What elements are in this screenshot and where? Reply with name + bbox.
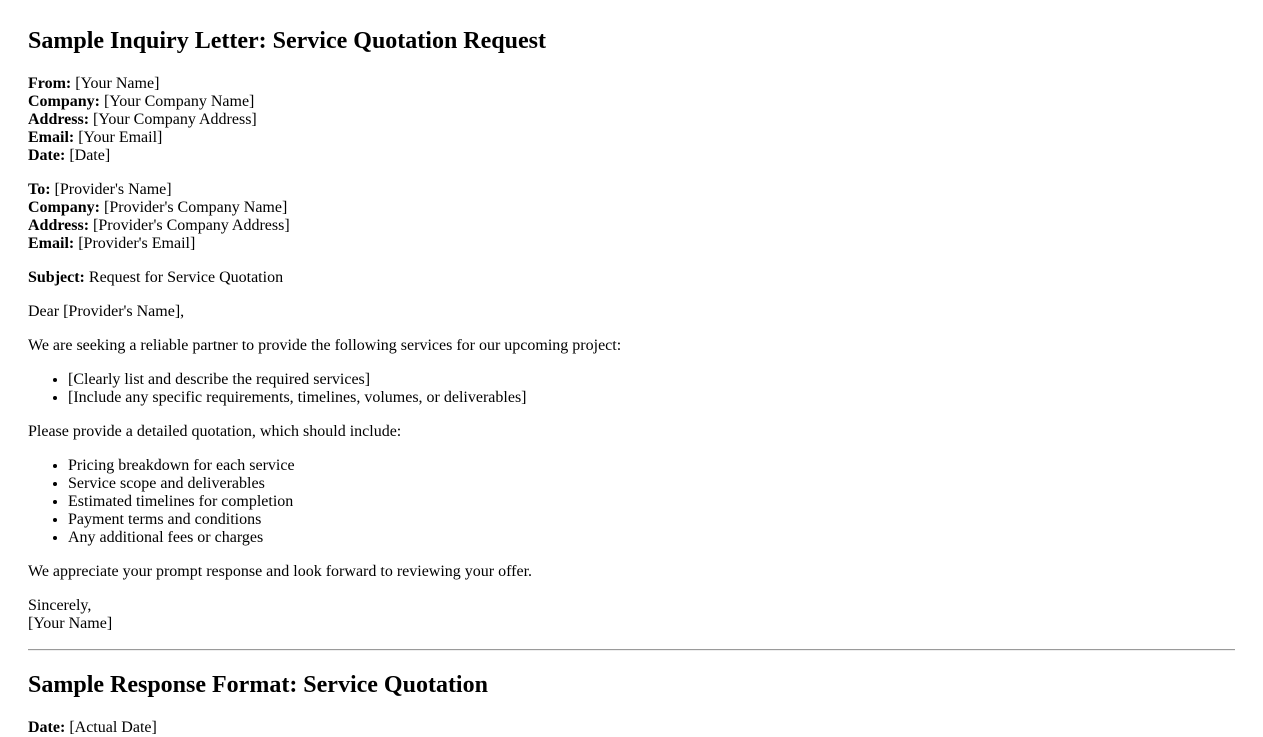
quotation-requirements-list	[28, 457, 1235, 547]
section-divider	[28, 649, 1235, 651]
list-item: • [Clearly list and describe the required services]	[68, 371, 1235, 389]
recipient-name-line: To: [Provider's Name]	[28, 181, 172, 198]
sender-block	[28, 75, 1235, 165]
list-item: • Service scope and deliverables	[68, 475, 1235, 493]
salutation: Dear [Provider's Name],	[28, 303, 185, 320]
sender-name-line: From: [Your Name]	[28, 75, 160, 92]
recipient-company-line: Company: [Provider's Company Name]	[28, 199, 288, 216]
signature-name: [Your Name]	[28, 615, 113, 632]
list-item: • [Include any specific requirements, timelines, volumes, or deliverables]	[68, 389, 1235, 407]
response-header-block	[28, 719, 1235, 737]
response-date-line: Date: [Actual Date]	[28, 719, 157, 736]
inquiry-title: Sample Inquiry Letter: Service Quotation Request	[28, 28, 546, 54]
recipient-address-line: Address: [Provider's Company Address]	[28, 217, 290, 234]
sender-date-line: Date: [Date]	[28, 147, 111, 164]
sender-address-line: Address: [Your Company Address]	[28, 111, 257, 128]
response-title: Sample Response Format: Service Quotation	[28, 672, 488, 698]
list-item: • Any additional fees or charges	[68, 529, 1235, 547]
recipient-block	[28, 181, 1235, 253]
services-list	[28, 371, 1235, 407]
signature-block	[28, 597, 1235, 633]
subject-line: Subject: Request for Service Quotation	[28, 269, 284, 286]
sender-email-line: Email: [Your Email]	[28, 129, 163, 146]
list-item: • Estimated timelines for completion	[68, 493, 1235, 511]
sign-off: Sincerely,	[28, 597, 92, 614]
list-item: • Payment terms and conditions	[68, 511, 1235, 529]
quotation-intro-paragraph: Please provide a detailed quotation, which should include:	[28, 423, 402, 440]
closing-paragraph: We appreciate your prompt response and look forward to reviewing your offer.	[28, 563, 533, 580]
intro-paragraph: We are seeking a reliable partner to provide the following services for our upcoming project:	[28, 337, 622, 354]
recipient-email-line: Email: [Provider's Email]	[28, 235, 196, 252]
sender-company-line: Company: [Your Company Name]	[28, 93, 255, 110]
list-item: • Pricing breakdown for each service	[68, 457, 1235, 475]
